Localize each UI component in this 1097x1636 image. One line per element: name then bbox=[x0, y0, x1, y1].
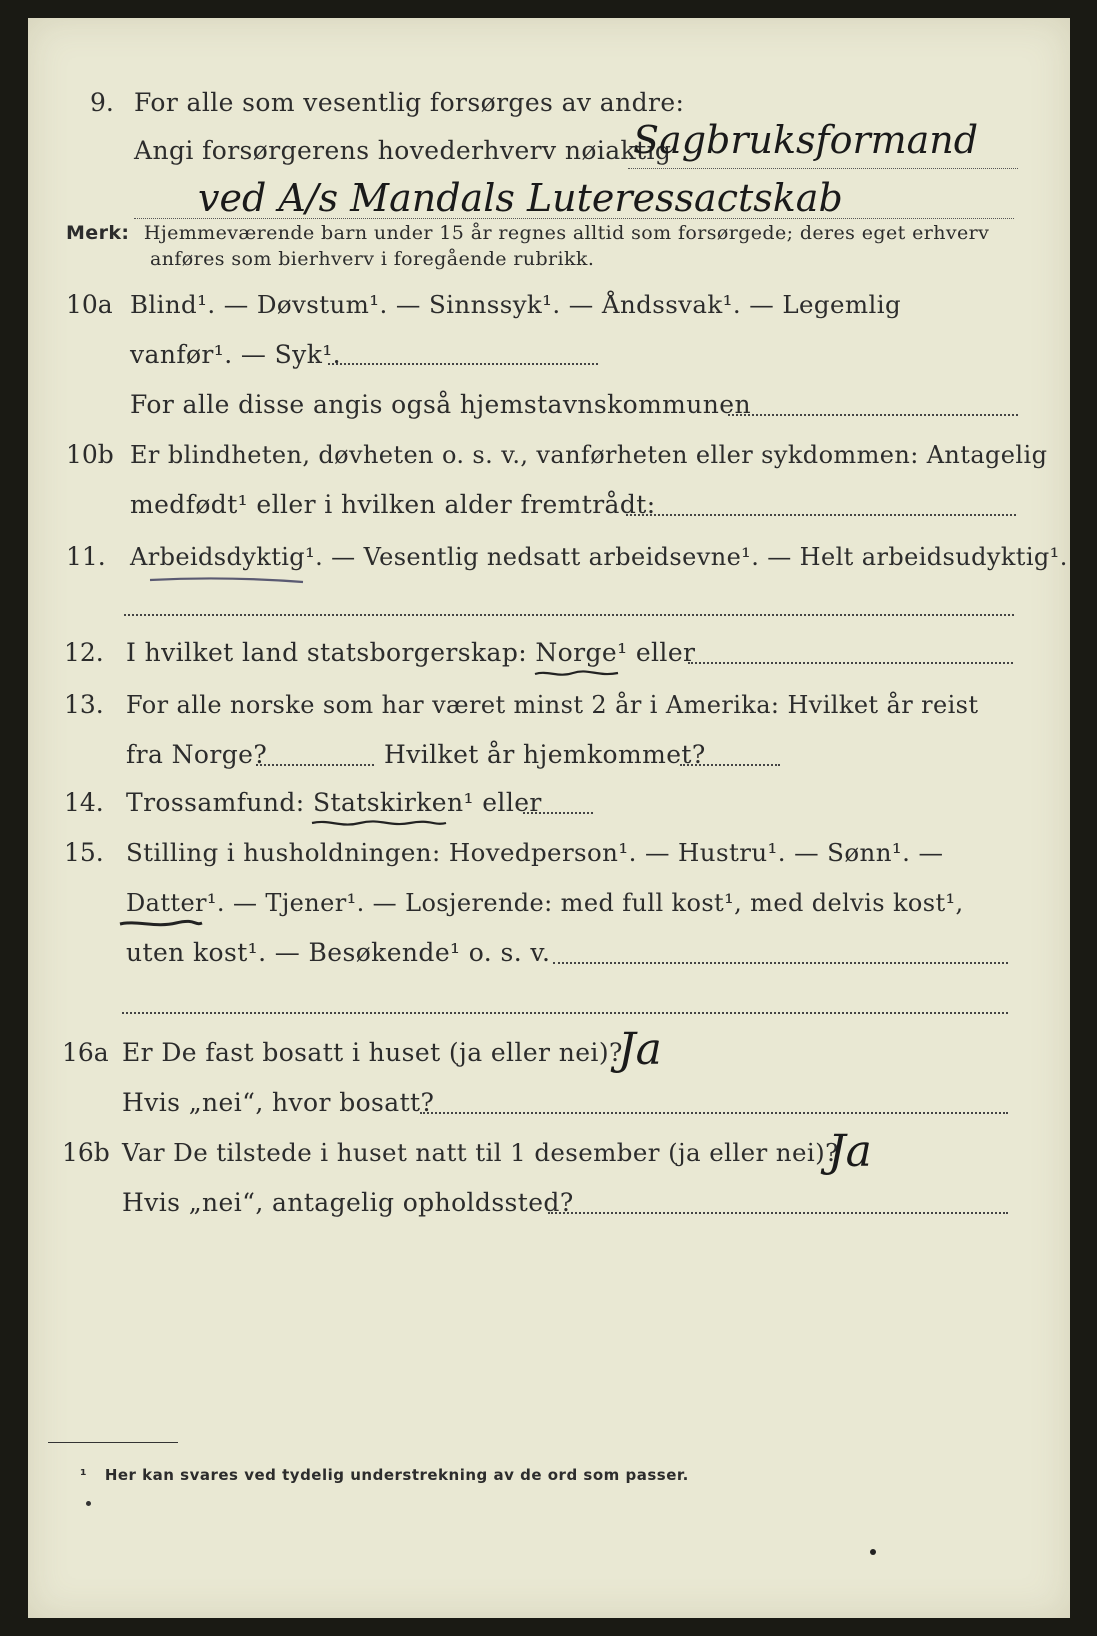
q10a-line3: For alle disse angis også hjemstavnskommunen bbox=[130, 390, 751, 419]
merk-line1: Hjemmeværende barn under 15 år regnes alltid som forsørgede; deres eget erhverv bbox=[143, 222, 990, 244]
q9-handwritten-answer-1: Sagbruksformand bbox=[633, 118, 979, 162]
q10a-number: 10a bbox=[66, 290, 113, 319]
q16b-handwritten-answer: Ja bbox=[828, 1126, 872, 1177]
q16a-handwritten-answer: Ja bbox=[618, 1024, 662, 1075]
q13-number: 13. bbox=[64, 690, 104, 719]
q12-norge-underline bbox=[533, 668, 623, 682]
footnote bbox=[80, 1460, 689, 1490]
paper-speck-1 bbox=[86, 1501, 91, 1506]
q10b-line2: medfødt¹ eller i hvilken alder fremtrådt: bbox=[130, 490, 656, 519]
merk-line2: anføres som bierhverv i foregående rubrikk. bbox=[150, 248, 595, 270]
q16a-answer-line bbox=[420, 1112, 1008, 1114]
footnote-mark: ¹ bbox=[80, 1466, 88, 1484]
q10a-line2: vanfør¹. — Syk¹. bbox=[130, 340, 342, 369]
q15-datter-underline bbox=[116, 918, 206, 932]
q13-hjemkommet-answer-line bbox=[680, 764, 780, 766]
q15-line2: Datter¹. — Tjener¹. — Losjerende: med full kost¹, med delvis kost¹, bbox=[126, 889, 964, 917]
q12-answer-line bbox=[688, 662, 1013, 664]
q9-handwritten-answer-2: ved A/s Mandals Luteressactskab bbox=[198, 176, 843, 220]
paper-speck-2 bbox=[870, 1549, 876, 1555]
q15-number: 15. bbox=[64, 838, 104, 867]
census-form-page bbox=[28, 18, 1070, 1618]
q15-answer-line-2 bbox=[122, 1012, 1008, 1014]
q10a-hjemstavn-answer-line bbox=[728, 414, 1018, 416]
q10b-line1: Er blindheten, døvheten o. s. v., vanførheten eller sykdommen: Antagelig bbox=[130, 441, 1048, 469]
q14-line1: Trossamfund: Statskirken¹ eller bbox=[126, 788, 542, 817]
q14-number: 14. bbox=[64, 788, 104, 817]
q10a-line1: Blind¹. — Døvstum¹. — Sinnssyk¹. — Åndssvak¹. — Legemlig bbox=[130, 290, 902, 319]
q11-answer-line bbox=[124, 614, 1014, 616]
q14-answer-line bbox=[523, 812, 593, 814]
q16b-line2: Hvis „nei“, antagelig opholdssted? bbox=[122, 1188, 574, 1217]
q10b-answer-line bbox=[626, 514, 1016, 516]
q14-statskirken-underline bbox=[310, 818, 450, 832]
q11-underline-mark bbox=[148, 574, 308, 588]
q16a-number: 16a bbox=[62, 1038, 109, 1067]
q16a-line1: Er De fast bosatt i huset (ja eller nei)? bbox=[122, 1038, 623, 1067]
q11-number: 11. bbox=[66, 542, 106, 571]
q9-line1: For alle som vesentlig forsørges av andre: bbox=[134, 88, 685, 117]
q13-line2b: Hvilket år hjemkommet? bbox=[384, 740, 706, 769]
q16b-line1: Var De tilstede i huset natt til 1 desember (ja eller nei)? bbox=[122, 1138, 839, 1167]
footnote-text: Her kan svares ved tydelig understrekning av de ord som passer. bbox=[104, 1466, 689, 1484]
q13-line1: For alle norske som har været minst 2 år i Amerika: Hvilket år reist bbox=[126, 691, 979, 719]
merk-note bbox=[66, 220, 989, 246]
q15-answer-line bbox=[553, 962, 1008, 964]
q10a-syk-answer-line bbox=[328, 363, 598, 365]
q9-line2: Angi forsørgerens hovederhverv nøiaktig bbox=[134, 136, 672, 165]
q9-answer-line-1 bbox=[628, 168, 1018, 169]
q13-reist-answer-line bbox=[256, 764, 374, 766]
footnote-separator bbox=[48, 1442, 178, 1443]
q10b-number: 10b bbox=[66, 440, 114, 469]
q16a-line2: Hvis „nei“, hvor bosatt? bbox=[122, 1088, 435, 1117]
q13-line2a: fra Norge? bbox=[126, 740, 268, 769]
q9-number: 9. bbox=[90, 88, 114, 117]
q15-line1: Stilling i husholdningen: Hovedperson¹. — Hustru¹. — Sønn¹. — bbox=[126, 838, 944, 867]
q16b-number: 16b bbox=[62, 1138, 110, 1167]
q12-line1: I hvilket land statsborgerskap: Norge¹ eller bbox=[126, 638, 696, 667]
q9-answer-line-2 bbox=[134, 218, 1014, 219]
q16b-answer-line bbox=[548, 1212, 1008, 1214]
q12-number: 12. bbox=[64, 638, 104, 667]
q11-line1: Arbeidsdyktig¹. — Vesentlig nedsatt arbeidsevne¹. — Helt arbeidsudyktig¹. bbox=[130, 543, 1068, 571]
q15-line3: uten kost¹. — Besøkende¹ o. s. v. bbox=[126, 938, 551, 967]
merk-label: Merk: bbox=[66, 222, 130, 244]
